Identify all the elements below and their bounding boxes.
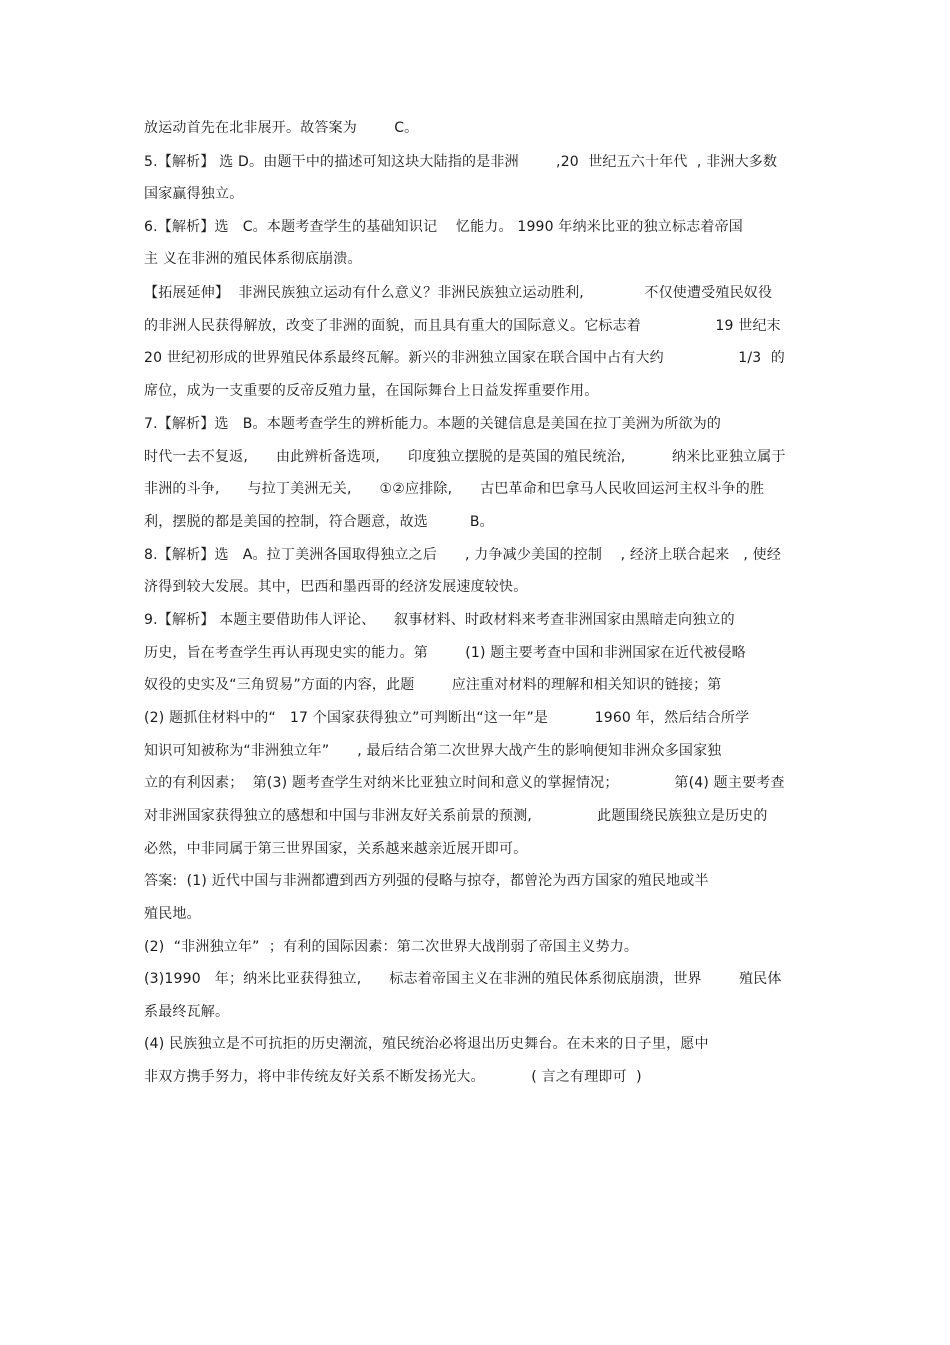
text-line: 【拓展延伸】 非洲民族独立运动有什么意义？非洲民族独立运动胜利, 不仅使遭受殖民奴役: [144, 285, 773, 301]
text-line: 时代一去不复返, 由此辨析备选项, 印度独立摆脱的是英国的殖民统治, 纳米比亚独立属于: [144, 449, 786, 465]
text-line: 知识可知被称为“非洲独立年” , 最后结合第二次世界大战产生的影响便知非洲众多国家独: [144, 743, 722, 759]
text-line: 利，摆脱的都是美国的控制，符合题意，故选 B。: [144, 514, 494, 530]
text-line: 奴役的史实及“三角贸易”方面的内容，此题 应注重对材料的理解和相关知识的链接；第: [144, 677, 722, 693]
text-line: 非双方携手努力，将中非传统友好关系不断发扬光大。 ( 言之有理即可 ): [144, 1069, 642, 1085]
text-line: 席位，成为一支重要的反帝反殖力量，在国际舞台上日益发挥重要作用。: [144, 383, 599, 399]
text-line: 7.【解析】选 B。本题考查学生的辨析能力。本题的关键信息是美国在拉丁美洲为所欲为的: [144, 416, 722, 432]
text-line: 的非洲人民获得解放，改变了非洲的面貌，而且具有重大的国际意义。它标志着 19 世纪末: [144, 318, 781, 334]
text-line: 立的有利因素； 第(3) 题考查学生对纳米比亚独立时间和意义的掌握情况； 第(4) 题主要考查: [144, 775, 785, 791]
text-line: (3)1990 年；纳米比亚获得独立, 标志着帝国主义在非洲的殖民体系彻底崩溃，世界 殖民体: [144, 971, 782, 987]
text-line: 对非洲国家获得独立的感想和中国与非洲友好关系前景的预测, 此题围绕民族独立是历史的: [144, 808, 768, 824]
text-line: 非洲的斗争, 与拉丁美洲无关, ①②应排除, 古巴革命和巴拿马人民收回运河主权斗争的胜: [144, 481, 765, 497]
text-line: 必然，中非同属于第三世界国家，关系越来越亲近展开即可。: [144, 841, 528, 857]
text-line: (2) 题抓住材料中的“ 17 个国家获得独立”可判断出“这一年”是 1960 年，然后结合所学: [144, 710, 750, 726]
text-line: 主 义在非洲的殖民体系彻底崩溃。: [144, 251, 362, 267]
text-line: 5.【解析】 选 D。由题干中的描述可知这块大陆指的是非洲 ,20 世纪五六十年代 , 非洲大多数: [144, 154, 778, 170]
text-line: 国家赢得独立。: [144, 186, 244, 202]
text-line: 9.【解析】 本题主要借助伟人评论、 叙事材料、时政材料来考查非洲国家由黑暗走向独立的: [144, 612, 735, 628]
text-line: 殖民地。: [144, 906, 201, 922]
text-line: 济得到较大发展。其中，巴西和墨西哥的经济发展速度较快。: [144, 579, 528, 595]
text-line: 放运动首先在北非展开。故答案为 C。: [144, 120, 419, 136]
text-line: 答案: (1) 近代中国与非洲都遭到西方列强的侵略与掠夺，都曾沦为西方国家的殖民地或半: [144, 873, 709, 889]
text-line: (4) 民族独立是不可抗拒的历史潮流，殖民统治必将退出历史舞台。在未来的日子里，愿中: [144, 1036, 709, 1052]
text-line: 历史，旨在考查学生再认再现史实的能力。第 (1) 题主要考查中国和非洲国家在近代被侵略: [144, 645, 746, 661]
text-line: 20 世纪初形成的世界殖民体系最终瓦解。新兴的非洲独立国家在联合国中占有大约 1/3 的: [144, 350, 785, 366]
text-line: 8.【解析】选 A。拉丁美洲各国取得独立之后 , 力争减少美国的控制 , 经济上联合起来 , 使经: [144, 547, 782, 563]
text-line: 6.【解析】选 C。本题考查学生的基础知识记 忆能力。 1990 年纳米比亚的独立标志着帝国: [144, 219, 744, 235]
text-line: (2) “非洲独立年” ；有利的国际因素：第二次世界大战削弱了帝国主义势力。: [144, 939, 639, 955]
text-line: 系最终瓦解。: [144, 1004, 230, 1020]
